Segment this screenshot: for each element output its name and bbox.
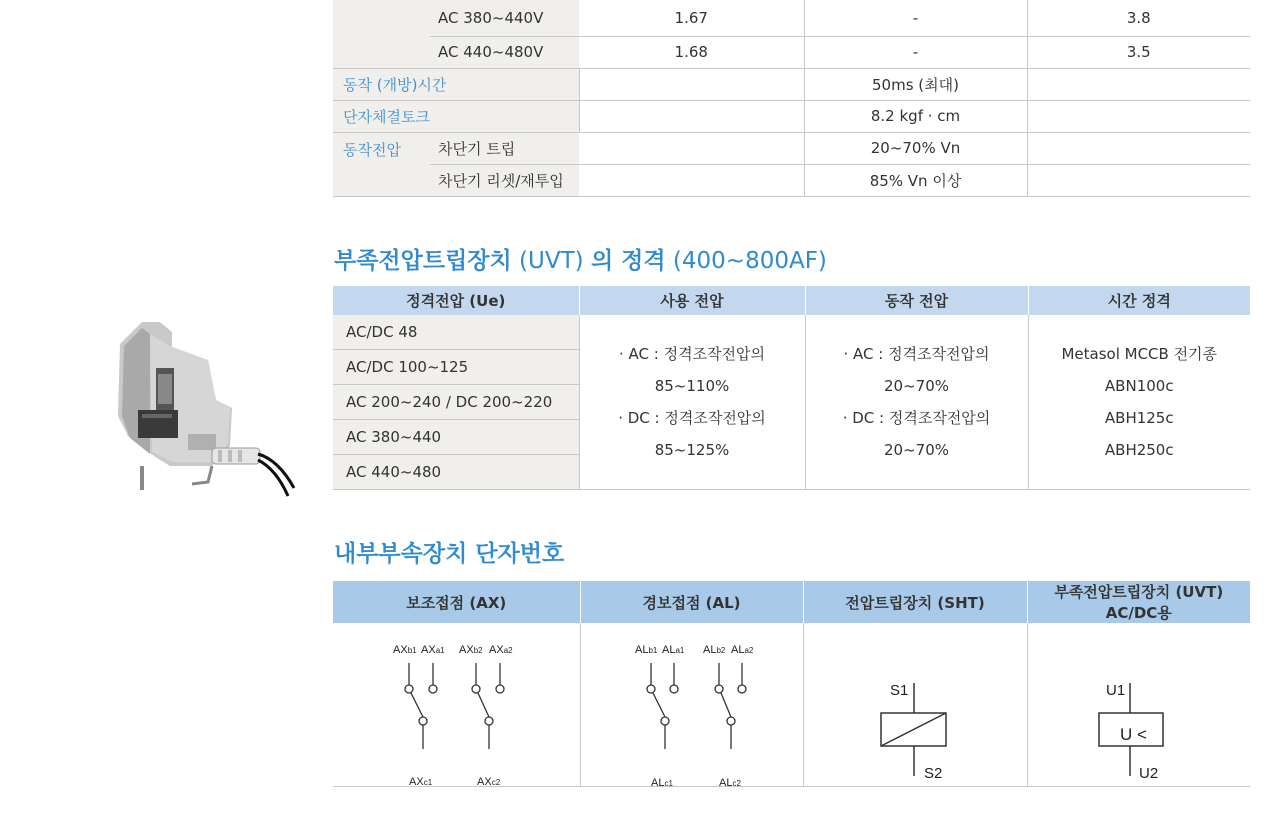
svg-text:S1: S1 — [889, 682, 908, 699]
time-rating-cell: Metasol MCCB 전기종 ABN100c ABH125c ABH250c — [1028, 315, 1250, 490]
svg-text:ALb1: ALb1 — [634, 644, 657, 656]
table-row: 동작전압 차단기 트립 20~70% Vn — [333, 132, 1250, 164]
use-voltage-cell: · AC : 정격조작전압의 85~110% · DC : 정격조작전압의 85~125% — [579, 315, 805, 490]
table-row: AC 380~440 — [333, 420, 1250, 455]
svg-text:U2: U2 — [1138, 765, 1158, 782]
uvt-rating-title: 부족전압트립장치 (UVT) 의 정격 (400~800AF) — [334, 248, 827, 274]
table-row: AC 200~240 / DC 200~220 — [333, 385, 1250, 420]
terminal-table — [333, 581, 1250, 787]
svg-text:U <: U < — [1119, 725, 1147, 744]
svg-text:AXc2: AXc2 — [477, 776, 501, 788]
svg-text:AXc1: AXc1 — [409, 776, 433, 788]
table-row: 차단기 리셋/재투입 85% Vn 이상 — [333, 164, 1250, 196]
svg-text:ALb2: ALb2 — [702, 644, 725, 656]
svg-text:ALa1: ALa1 — [661, 644, 684, 656]
table-row: AC 380~440V 1.67 - 3.8 — [333, 0, 1250, 36]
uvt-device-photo — [112, 316, 297, 501]
table-row: AC/DC 100~125 — [333, 350, 1250, 385]
svg-text:ALc2: ALc2 — [718, 777, 741, 789]
op-voltage-cell: · AC : 정격조작전압의 20~70% · DC : 정격조작전압의 20~70% — [805, 315, 1028, 490]
table-row: AC/DC 48 · AC : 정격조작전압의 85~110% · DC : 정격조작전압의 85~125% · AC : 정격조작전압의 20~70% · DC : 정격조작전압의 20~70% Metasol MCCB 전기종 ABN100c ABH125c ABH250c — [333, 315, 1250, 350]
table-header-row: 보조접점 (AX) 경보접점 (AL) 전압트립장치 (SHT) 부족전압트립장치 (UVT) AC/DC용 — [333, 581, 1250, 623]
svg-text:S2: S2 — [923, 765, 942, 782]
table-row — [333, 623, 1250, 787]
uvt-rating-table — [333, 286, 1250, 490]
row-label-op-time: 동작 (개방)시간 — [333, 68, 579, 100]
row-label-torque: 단자체결토크 — [333, 100, 579, 132]
terminal-title: 내부부속장치 단자번호 — [334, 541, 565, 567]
svg-text:ALa2: ALa2 — [730, 644, 753, 656]
table-row: AC 440~480V 1.68 - 3.5 — [333, 36, 1250, 68]
uvt-diagram-cell — [1027, 623, 1250, 787]
table-row: 동작 (개방)시간 50ms (최대) — [333, 68, 1250, 100]
table-row: 단자체결토크 8.2 kgf · cm — [333, 100, 1250, 132]
svg-text:AXb2: AXb2 — [459, 644, 483, 656]
svg-text:U1: U1 — [1105, 682, 1125, 699]
ax-wiring-diagram — [333, 623, 580, 788]
svg-text:ALc1: ALc1 — [650, 777, 673, 789]
al-diagram-cell — [580, 623, 803, 787]
uvt-wiring-diagram — [1028, 623, 1251, 782]
svg-text:AXa1: AXa1 — [421, 644, 445, 656]
sht-wiring-diagram — [804, 623, 1028, 782]
table-header-row: 정격전압 (Ue) 사용 전압 동작 전압 시간 정격 — [333, 286, 1250, 315]
sht-diagram-cell — [803, 623, 1027, 787]
al-wiring-diagram — [581, 623, 804, 789]
ax-diagram-cell — [333, 623, 580, 787]
table-row: AC 440~480 — [333, 455, 1250, 490]
svg-text:AXa2: AXa2 — [489, 644, 513, 656]
spec-table — [333, 0, 1250, 197]
svg-text:AXb1: AXb1 — [393, 644, 417, 656]
row-label-op-voltage: 동작전압 — [333, 132, 430, 196]
